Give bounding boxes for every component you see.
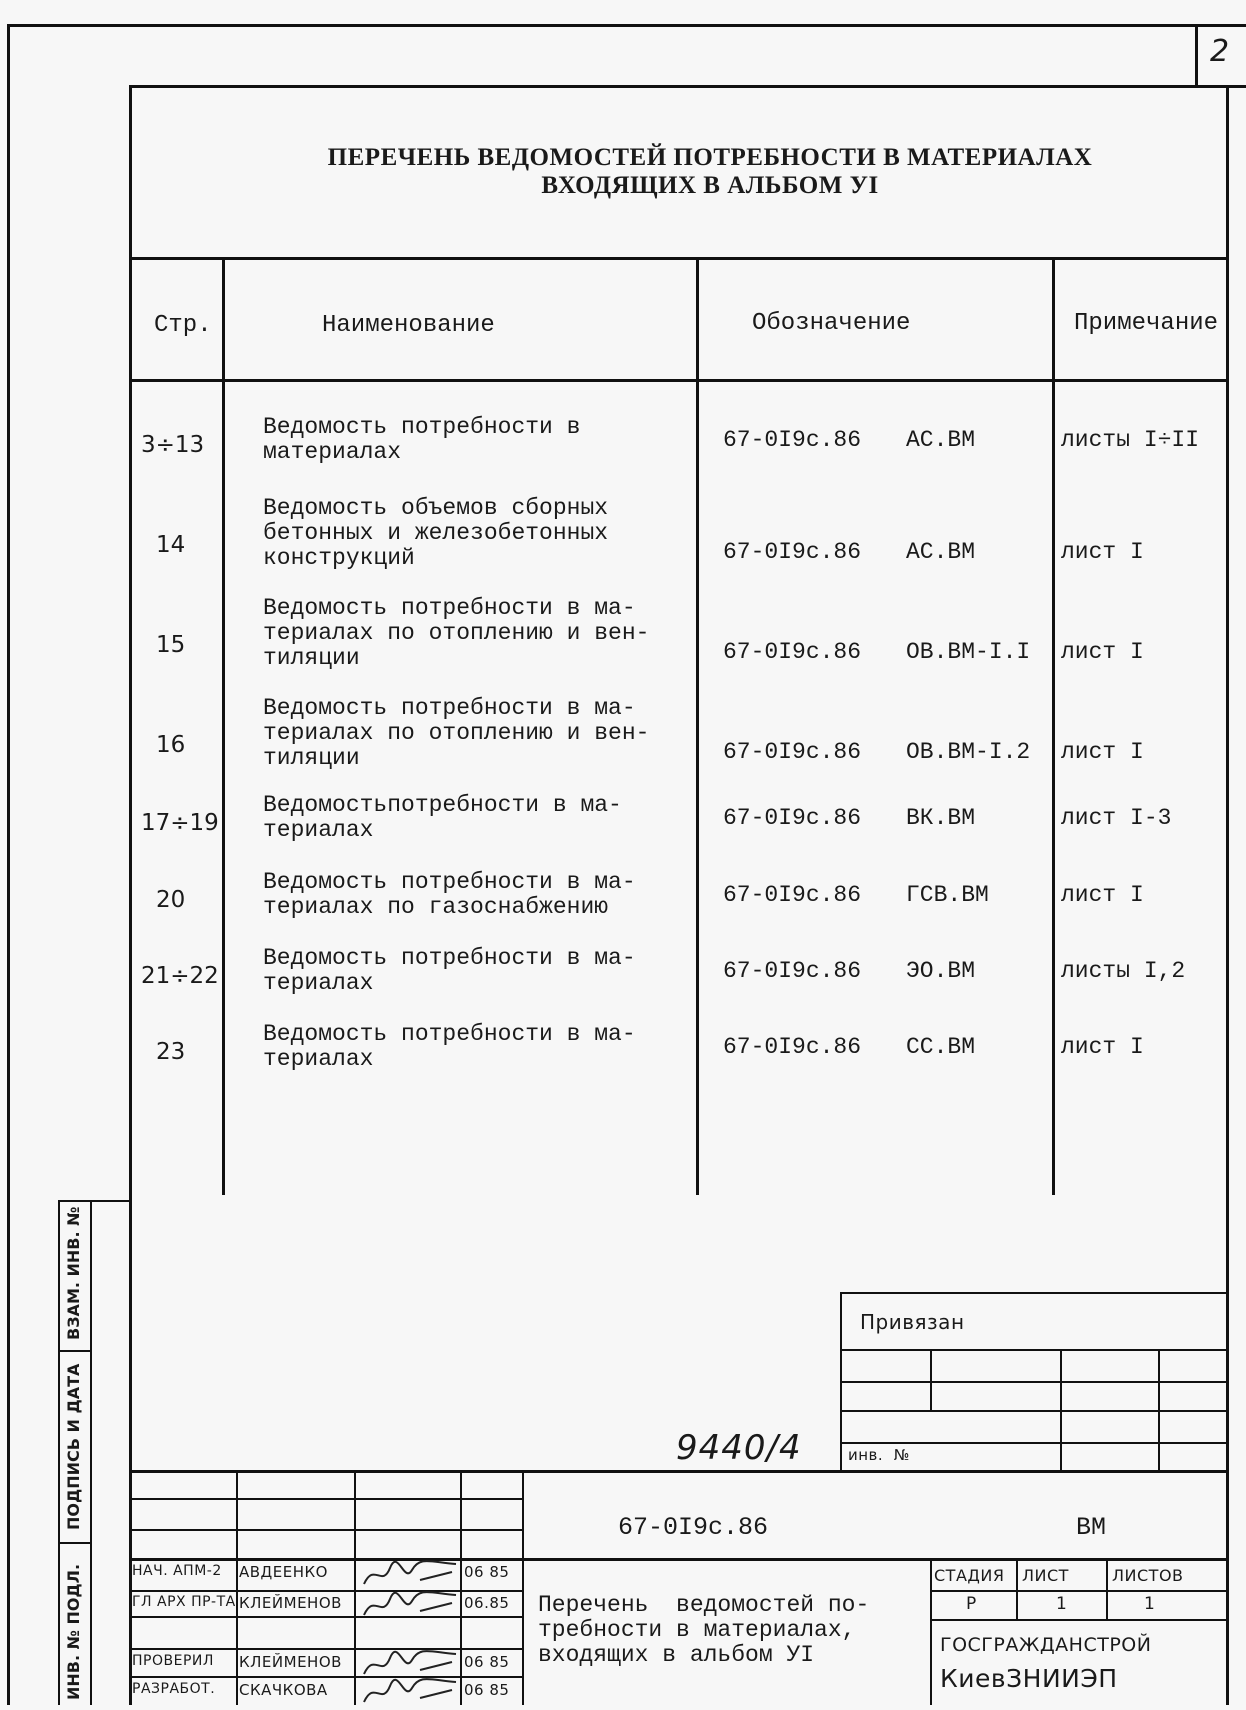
archive-number: 9440/4 <box>676 1428 802 1468</box>
tb-row-3 <box>129 1558 1228 1561</box>
binding-col-line-3 <box>1158 1349 1160 1471</box>
page-number: 2 <box>1210 34 1230 69</box>
tb-col-4 <box>522 1470 524 1705</box>
signer-role: РАЗРАБОТ. <box>132 1681 216 1697</box>
binding-row-line-1 <box>840 1349 1228 1351</box>
row-name-line: териалах по газоснабжению <box>263 894 609 920</box>
row-code: 67-0I9c.86 <box>723 1034 862 1060</box>
signer-role: ПРОВЕРИЛ <box>132 1653 214 1669</box>
row-code: 67-0I9c.86 <box>723 639 862 665</box>
row-note: лист I <box>1061 739 1144 765</box>
row-mark: ГСВ.ВМ <box>906 882 989 908</box>
column-header-page: Стр. <box>154 312 212 339</box>
row-name <box>263 1022 636 1072</box>
tb-row-1 <box>129 1498 524 1500</box>
tb-row-2 <box>129 1529 524 1531</box>
sheet-value: 1 <box>1056 1594 1068 1614</box>
signature-icon <box>360 1672 460 1710</box>
row-name-line: Ведомость объемов сборных <box>263 495 609 521</box>
row-name <box>263 596 649 671</box>
row-name-line: териалах по отоплению и вен- <box>263 620 650 646</box>
signature-icon <box>360 1585 460 1623</box>
row-mark: ОВ.ВМ-I.2 <box>906 739 1031 765</box>
row-note: лист I <box>1061 1034 1144 1060</box>
sheet-label: ЛИСТ <box>1022 1566 1069 1585</box>
binding-col-line-2 <box>1060 1349 1062 1471</box>
row-page: 17÷19 <box>141 810 219 836</box>
tb-row-5 <box>129 1616 524 1618</box>
binding-row-line-4 <box>840 1442 1228 1444</box>
row-name-line: териалах по отоплению и вен- <box>263 720 650 746</box>
row-name <box>263 793 622 843</box>
signer-role: НАЧ. АПМ-2 <box>132 1563 222 1579</box>
organization-line-2: КиевЗНИИЭП <box>940 1664 1118 1693</box>
row-name-line: материалах <box>263 439 402 465</box>
document-heading <box>230 144 1190 200</box>
stage-label: СТАДИЯ <box>934 1566 1005 1585</box>
row-code: 67-0I9c.86 <box>723 427 862 453</box>
binding-row-line-2 <box>840 1381 1228 1383</box>
row-page: 3÷13 <box>141 432 205 458</box>
column-divider-1 <box>222 258 225 1195</box>
organization-line-1: ГОСГРАЖДАНСТРОЙ <box>940 1634 1152 1656</box>
page-number-box-left <box>1195 24 1198 86</box>
title-block-top <box>129 1470 1228 1473</box>
tb-row-4 <box>129 1590 524 1592</box>
signer-role: ГЛ АРХ ПР-ТА <box>132 1594 236 1610</box>
row-name-line: Ведомость потребности в ма- <box>263 595 636 621</box>
inner-frame-left <box>129 85 132 1705</box>
side-label-substitute-inventory: ВЗАМ. ИНВ. № <box>64 1206 83 1340</box>
doc-title-line: входящих в альбом УI <box>538 1642 815 1668</box>
signer-name: АВДЕЕНКО <box>239 1563 328 1581</box>
binding-label: Привязан <box>860 1310 965 1334</box>
row-code: 67-0I9c.86 <box>723 882 862 908</box>
row-name-line: тиляции <box>263 745 360 771</box>
title-separator <box>129 257 1228 260</box>
row-name-line: Ведомость потребности в ма- <box>263 1021 636 1047</box>
row-name-line: Ведомостьпотребности в ма- <box>263 792 622 818</box>
doc-title <box>538 1593 869 1668</box>
row-note: листы I÷II <box>1061 427 1200 453</box>
row-name-line: териалах <box>263 817 374 843</box>
row-name <box>263 496 608 571</box>
row-name-line: Ведомость потребности в <box>263 414 581 440</box>
row-code: 67-0I9c.86 <box>723 958 862 984</box>
row-page: 14 <box>156 531 186 558</box>
row-mark: АС.ВМ <box>906 539 976 565</box>
row-mark: ЭО.ВМ <box>906 958 976 984</box>
tb-col-1 <box>236 1470 238 1705</box>
row-mark: ОВ.ВМ-I.I <box>906 639 1031 665</box>
row-note: лист I-3 <box>1061 805 1172 831</box>
side-label-signature-date: ПОДПИСЬ И ДАТА <box>64 1363 83 1530</box>
sheets-value: 1 <box>1144 1594 1156 1614</box>
inventory-number-label: инв. № <box>848 1446 910 1464</box>
doc-title-line: требности в материалах, <box>538 1617 856 1643</box>
outer-frame-left <box>7 24 10 1705</box>
heading-line-2: ВХОДЯЩИХ В АЛЬБОМ УI <box>541 172 879 199</box>
side-strip-mid <box>90 1200 92 1705</box>
stage-row-2 <box>930 1619 1228 1621</box>
row-name-line: териалах <box>263 970 374 996</box>
row-name-line: териалах <box>263 1046 374 1072</box>
row-page: 23 <box>156 1039 186 1065</box>
tb-col-2 <box>354 1470 356 1705</box>
signer-date: 06 85 <box>464 1563 510 1581</box>
inner-frame-top <box>129 85 1246 88</box>
signer-date: 06 85 <box>464 1681 510 1699</box>
header-separator <box>129 379 1228 382</box>
row-page: 21÷22 <box>141 963 219 989</box>
column-header-designation: Обозначение <box>752 310 911 337</box>
row-name <box>263 870 636 920</box>
binding-box <box>840 1292 1228 1472</box>
stage-row-1 <box>930 1590 1228 1592</box>
signer-name: КЛЕЙМЕНОВ <box>239 1653 342 1671</box>
stage-block-left <box>930 1560 932 1705</box>
row-name-line: конструкций <box>263 545 415 571</box>
row-note: лист I <box>1061 639 1144 665</box>
side-strip-divider-1 <box>58 1350 92 1352</box>
column-divider-3 <box>1052 258 1055 1195</box>
side-label-original-inventory: ИНВ. № ПОДЛ. <box>64 1563 83 1700</box>
column-header-name: Наименование <box>322 312 495 339</box>
row-name-line: Ведомость потребности в ма- <box>263 695 636 721</box>
row-name-line: Ведомость потребности в ма- <box>263 869 636 895</box>
row-note: листы I,2 <box>1061 958 1186 984</box>
signer-name: СКАЧКОВА <box>239 1681 328 1699</box>
row-page: 16 <box>156 731 186 758</box>
stage-value: Р <box>966 1594 977 1614</box>
row-name <box>263 946 636 996</box>
row-name <box>263 415 580 465</box>
doc-mark: ВМ <box>1076 1513 1107 1542</box>
row-mark: ВК.ВМ <box>906 805 976 831</box>
tb-row-7 <box>129 1676 524 1678</box>
side-strip-left <box>58 1200 60 1705</box>
row-note: лист I <box>1061 882 1144 908</box>
row-name <box>263 696 649 771</box>
row-name-line: Ведомость потребности в ма- <box>263 945 636 971</box>
tb-col-3 <box>460 1470 462 1705</box>
row-name-line: бетонных и железобетонных <box>263 520 609 546</box>
column-header-note: Примечание <box>1074 310 1219 337</box>
row-mark: АС.ВМ <box>906 427 976 453</box>
outer-frame-top <box>8 24 1246 27</box>
row-name-line: тиляции <box>263 645 360 671</box>
row-code: 67-0I9c.86 <box>723 539 862 565</box>
binding-box-top <box>840 1292 1228 1294</box>
row-mark: СС.ВМ <box>906 1034 976 1060</box>
sheets-label: ЛИСТОВ <box>1112 1566 1184 1585</box>
doc-code: 67-0I9c.86 <box>618 1513 769 1542</box>
heading-line-1: ПЕРЕЧЕНЬ ВЕДОМОСТЕЙ ПОТРЕБНОСТИ В МАТЕРИАЛАХ <box>327 144 1093 171</box>
binding-col-line-1 <box>930 1349 932 1411</box>
signer-name: КЛЕЙМЕНОВ <box>239 1594 342 1612</box>
tb-row-6 <box>129 1648 524 1650</box>
doc-title-line: Перечень ведомостей по- <box>538 1592 870 1618</box>
row-note: лист I <box>1061 539 1144 565</box>
row-page: 20 <box>156 887 186 913</box>
signer-date: 06 85 <box>464 1653 510 1671</box>
binding-row-line-3 <box>840 1410 1228 1412</box>
row-code: 67-0I9c.86 <box>723 739 862 765</box>
row-page: 15 <box>156 631 186 658</box>
column-divider-2 <box>696 258 699 1195</box>
side-strip-top <box>58 1200 130 1202</box>
signer-date: 06.85 <box>464 1594 510 1612</box>
side-strip-divider-2 <box>58 1542 92 1544</box>
row-code: 67-0I9c.86 <box>723 805 862 831</box>
